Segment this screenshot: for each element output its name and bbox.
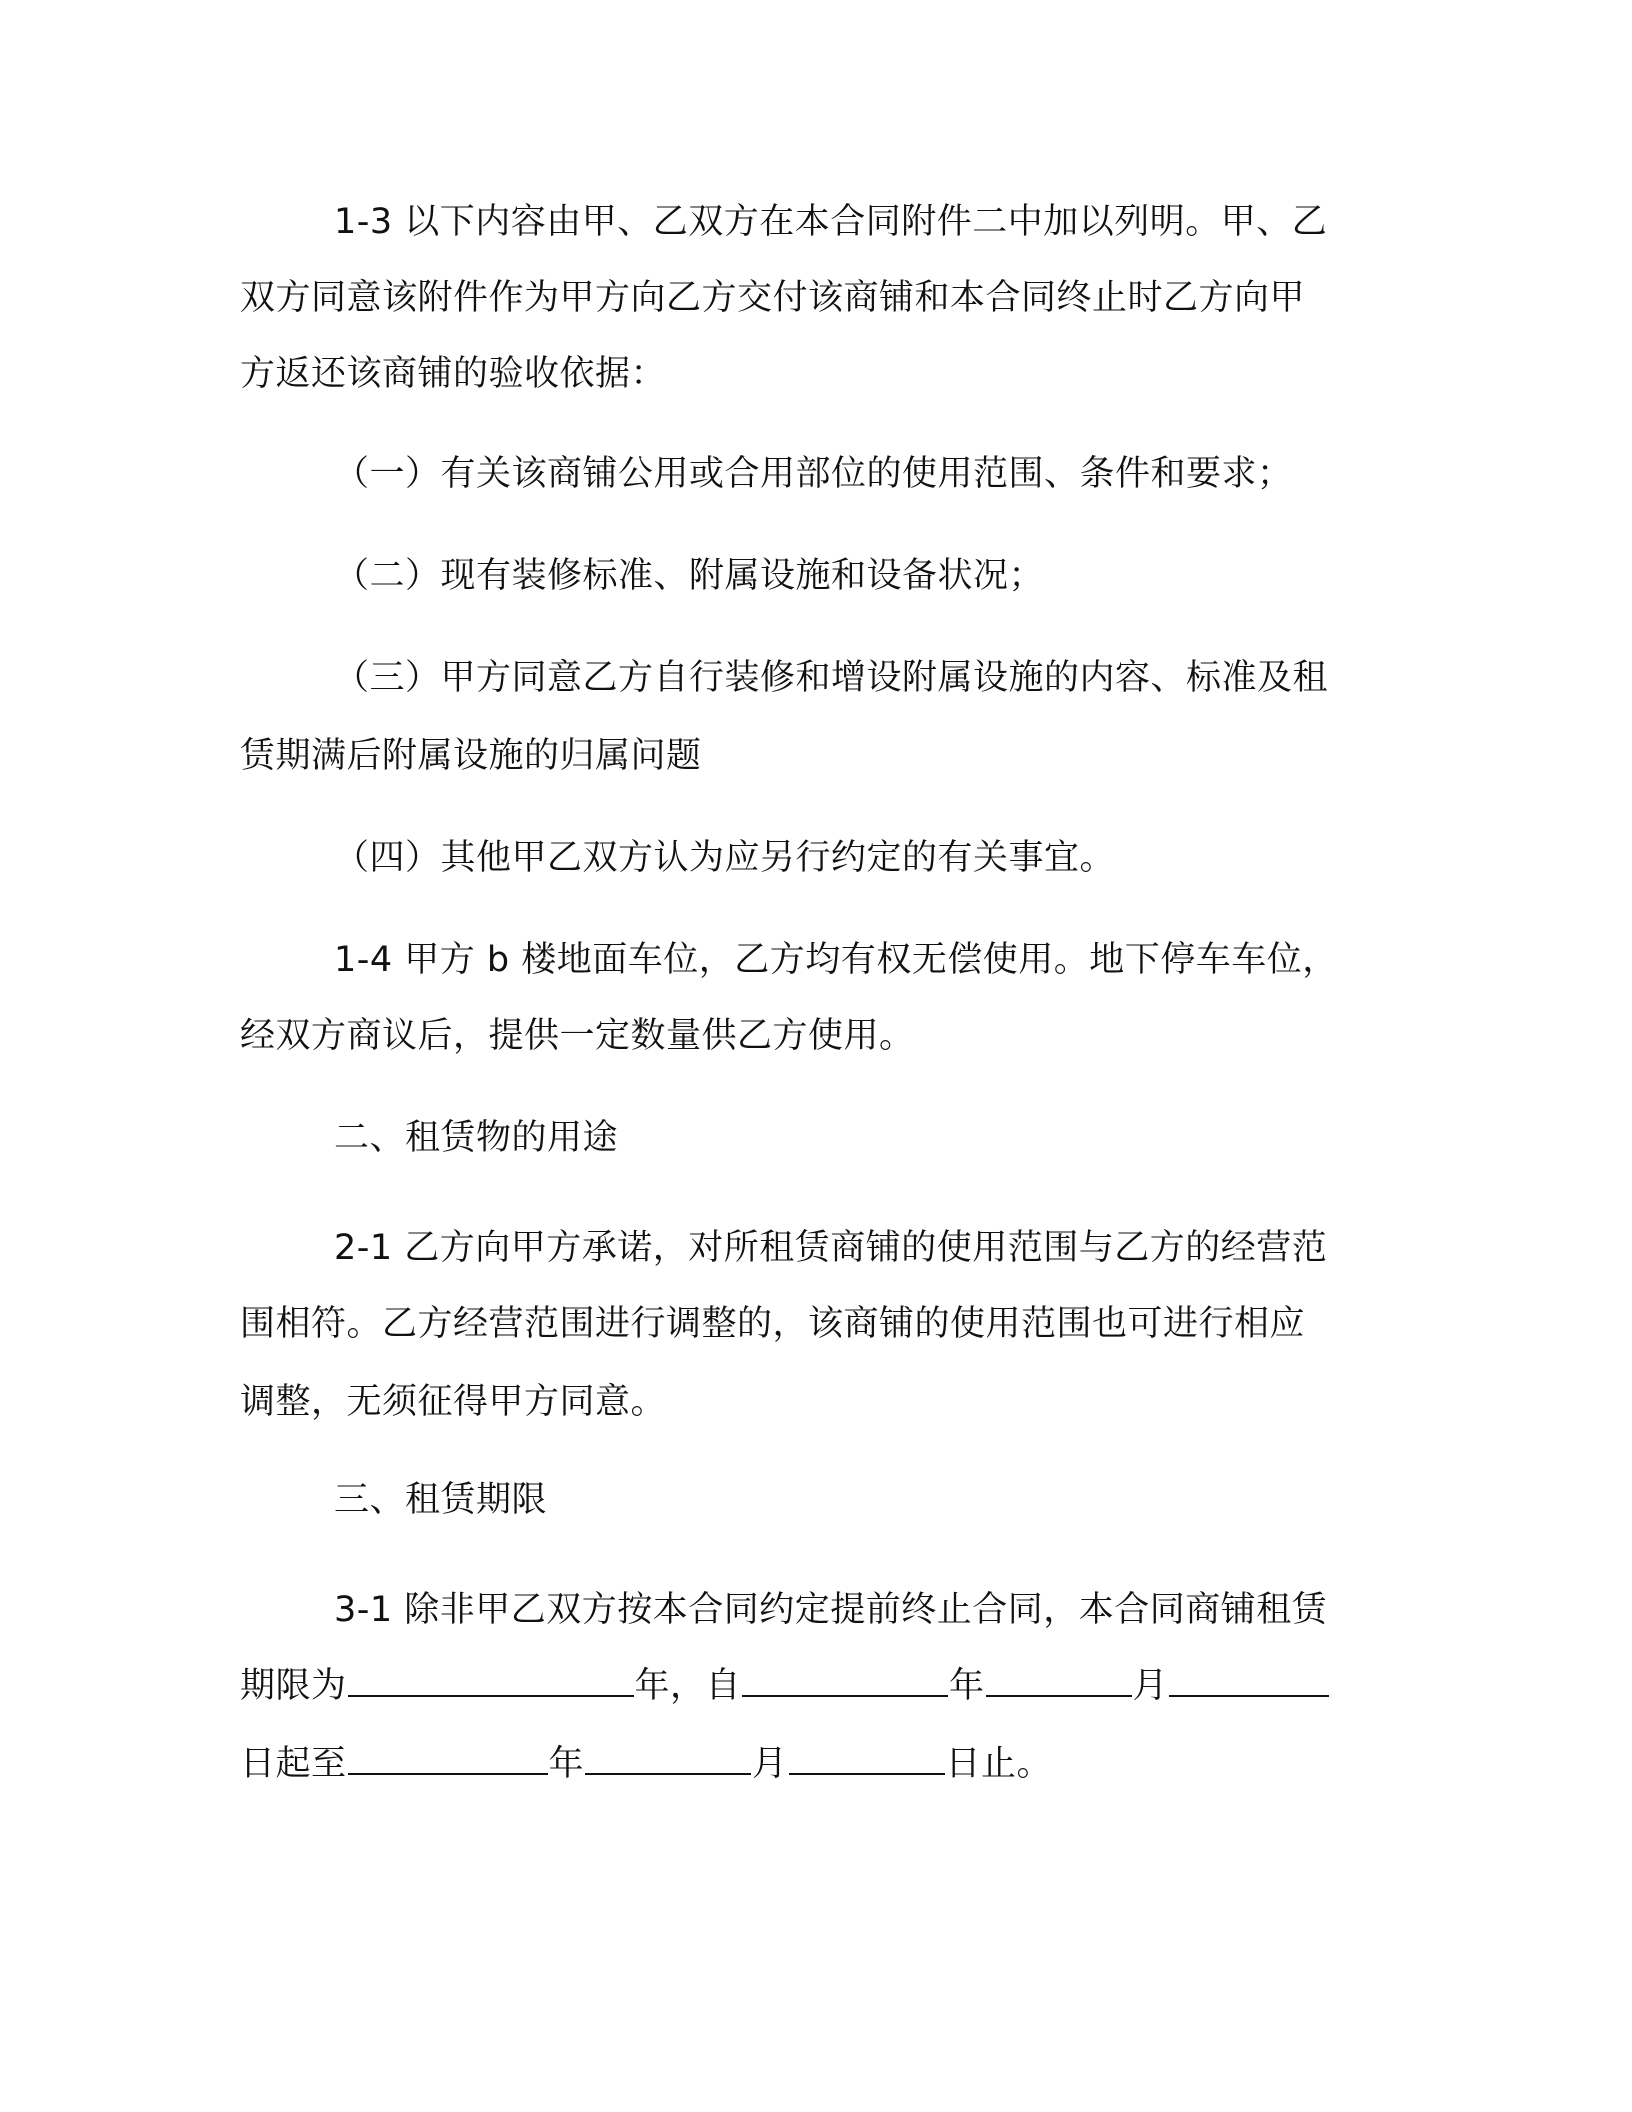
- start-day-blank[interactable]: [1169, 1665, 1329, 1697]
- start-month-blank[interactable]: [986, 1665, 1132, 1697]
- item-3-line-1: （三）甲方同意乙方自行装修和增设附属设施的内容、标准及租: [334, 658, 1329, 698]
- years-from-label: 年，自: [634, 1666, 742, 1706]
- section-3-heading: 三、租赁期限: [334, 1480, 548, 1520]
- clause-2-1-line-1: 2-1 乙方向甲方承诺，对所租赁商铺的使用范围与乙方的经营范: [334, 1228, 1328, 1268]
- clause-1-4-line-2: 经双方商议后，提供一定数量供乙方使用。: [240, 1016, 915, 1056]
- item-4: （四）其他甲乙双方认为应另行约定的有关事宜。: [334, 838, 1116, 878]
- start-year-blank[interactable]: [742, 1665, 948, 1697]
- end-year-label: 年: [548, 1744, 585, 1784]
- term-label: 期限为: [240, 1666, 347, 1706]
- section-2-heading: 二、租赁物的用途: [334, 1118, 619, 1158]
- item-1: （一）有关该商铺公用或合用部位的使用范围、条件和要求；: [334, 454, 1293, 494]
- item-3-line-2: 赁期满后附属设施的归属问题: [240, 736, 702, 776]
- end-month-label: 月: [752, 1744, 788, 1784]
- clause-1-4-line-1: 1-4 甲方 b 楼地面车位，乙方均有权无偿使用。地下停车车位，: [334, 940, 1338, 980]
- clause-3-1-line-1: 3-1 除非甲乙双方按本合同约定提前终止合同，本合同商铺租赁: [334, 1590, 1328, 1630]
- clause-2-1-line-2: 围相符。乙方经营范围进行调整的，该商铺的使用范围也可进行相应: [240, 1304, 1306, 1344]
- start-month-label: 月: [1132, 1666, 1169, 1706]
- end-day-label: 日止。: [945, 1744, 1053, 1784]
- term-years-blank[interactable]: [348, 1665, 634, 1697]
- item-2: （二）现有装修标准、附属设施和设备状况；: [334, 556, 1045, 596]
- clause-1-3-line-2: 双方同意该附件作为甲方向乙方交付该商铺和本合同终止时乙方向甲: [240, 278, 1306, 318]
- clause-3-1-line-3: [240, 1738, 1052, 1790]
- clause-3-1-line-2: [240, 1660, 1330, 1712]
- start-year-label: 年: [949, 1666, 985, 1706]
- end-year-blank[interactable]: [348, 1743, 548, 1775]
- clause-1-3-line-1: 1-3 以下内容由甲、乙双方在本合同附件二中加以列明。甲、乙: [334, 202, 1328, 242]
- end-day-blank[interactable]: [789, 1743, 945, 1775]
- clause-1-3-line-3: 方返还该商铺的验收依据：: [240, 354, 667, 394]
- start-day-label: 日起至: [240, 1744, 347, 1784]
- end-month-blank[interactable]: [585, 1743, 751, 1775]
- clause-2-1-line-3: 调整，无须征得甲方同意。: [240, 1382, 667, 1422]
